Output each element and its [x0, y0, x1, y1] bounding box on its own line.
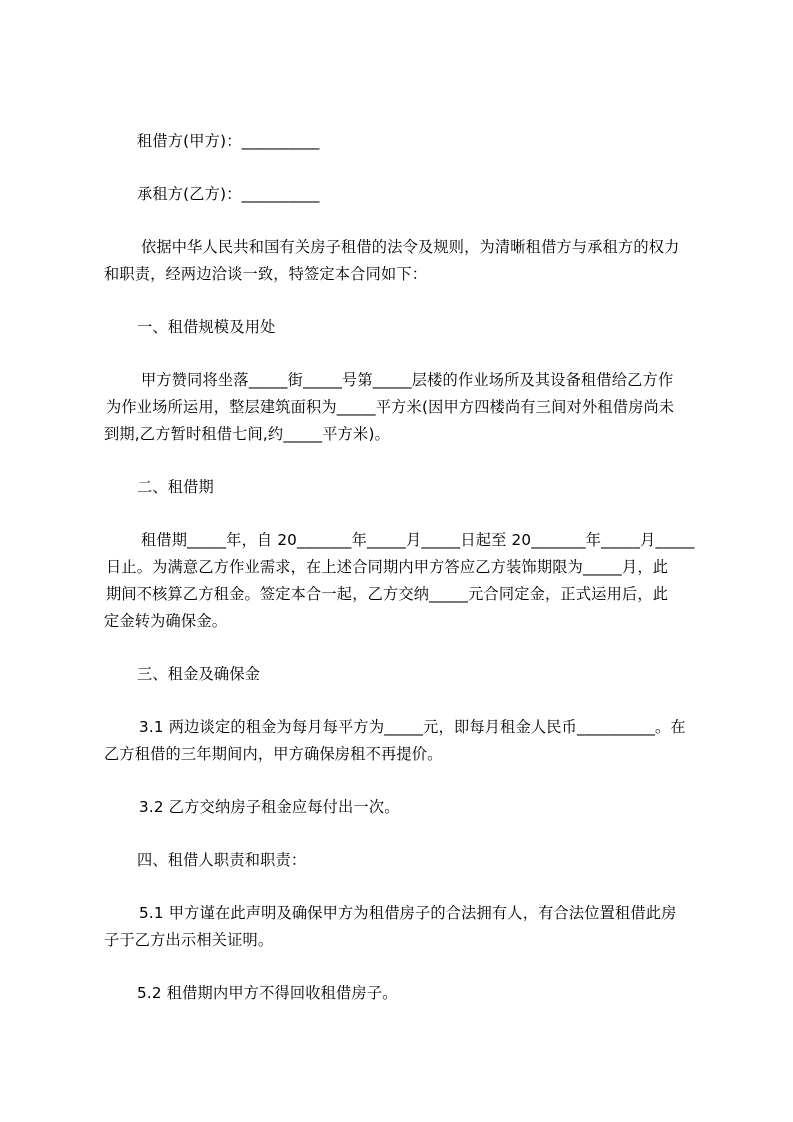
section-2-paragraph-line-4: 定金转为确保金。: [104, 612, 228, 630]
section-2-heading: 二、租借期: [137, 478, 214, 496]
section-5-1-line-1: 5.1 甲方谨在此声明及确保甲方为租借房子的合法拥有人，有合法位置租借此房: [139, 904, 677, 922]
section-5-1-line-2: 子于乙方出示相关证明。: [104, 931, 274, 949]
section-1-paragraph-line-3: 到期,乙方暂时租借七间,约_____平方米)。: [104, 425, 390, 443]
section-2-paragraph-line-2: 日止。为满意乙方作业需求，在上述合同期内甲方答应乙方装饰期限为_____月，此: [106, 558, 669, 576]
section-3-1-line-1: 3.1 两边谈定的租金为每月每平方为_____元，即每月租金人民币__________。在: [139, 718, 686, 736]
section-3-2-line: 3.2 乙方交纳房子租金应每付出一次。: [139, 798, 400, 816]
party-a-line: 租借方(甲方)：__________: [137, 132, 320, 150]
section-1-paragraph-line-2: 为作业场所运用，整层建筑面积为_____平方米(因甲方四楼尚有三间对外租借房尚未: [106, 398, 675, 416]
section-2-paragraph-line-1: 租借期_____年，自 20_______年_____月_____日起至 20_______年_____月_____: [141, 531, 695, 549]
section-5-2-line: 5.2 租借期内甲方不得回收租借房子。: [137, 984, 398, 1002]
intro-paragraph-line-1: 依据中华人民共和国有关房子租借的法令及规则，为清晰租借方与承租方的权力: [141, 238, 680, 256]
section-4-heading: 四、租借人职责和职责：: [137, 851, 307, 869]
party-b-line: 承租方(乙方)：__________: [137, 185, 320, 203]
section-1-heading: 一、租借规模及用处: [137, 318, 276, 336]
intro-paragraph-line-2: 和职责，经两边洽谈一致，特签定本合同如下：: [104, 265, 428, 283]
section-2-paragraph-line-3: 期间不核算乙方租金。签定本合一起，乙方交纳_____元合同定金，正式运用后，此: [106, 585, 669, 603]
section-3-heading: 三、租金及确保金: [137, 665, 261, 683]
section-3-1-line-2: 乙方租借的三年期间内，甲方确保房租不再提价。: [104, 745, 443, 763]
section-1-paragraph-line-1: 甲方赞同将坐落_____街_____号第_____层楼的作业场所及其设备租借给乙方作: [141, 371, 674, 389]
